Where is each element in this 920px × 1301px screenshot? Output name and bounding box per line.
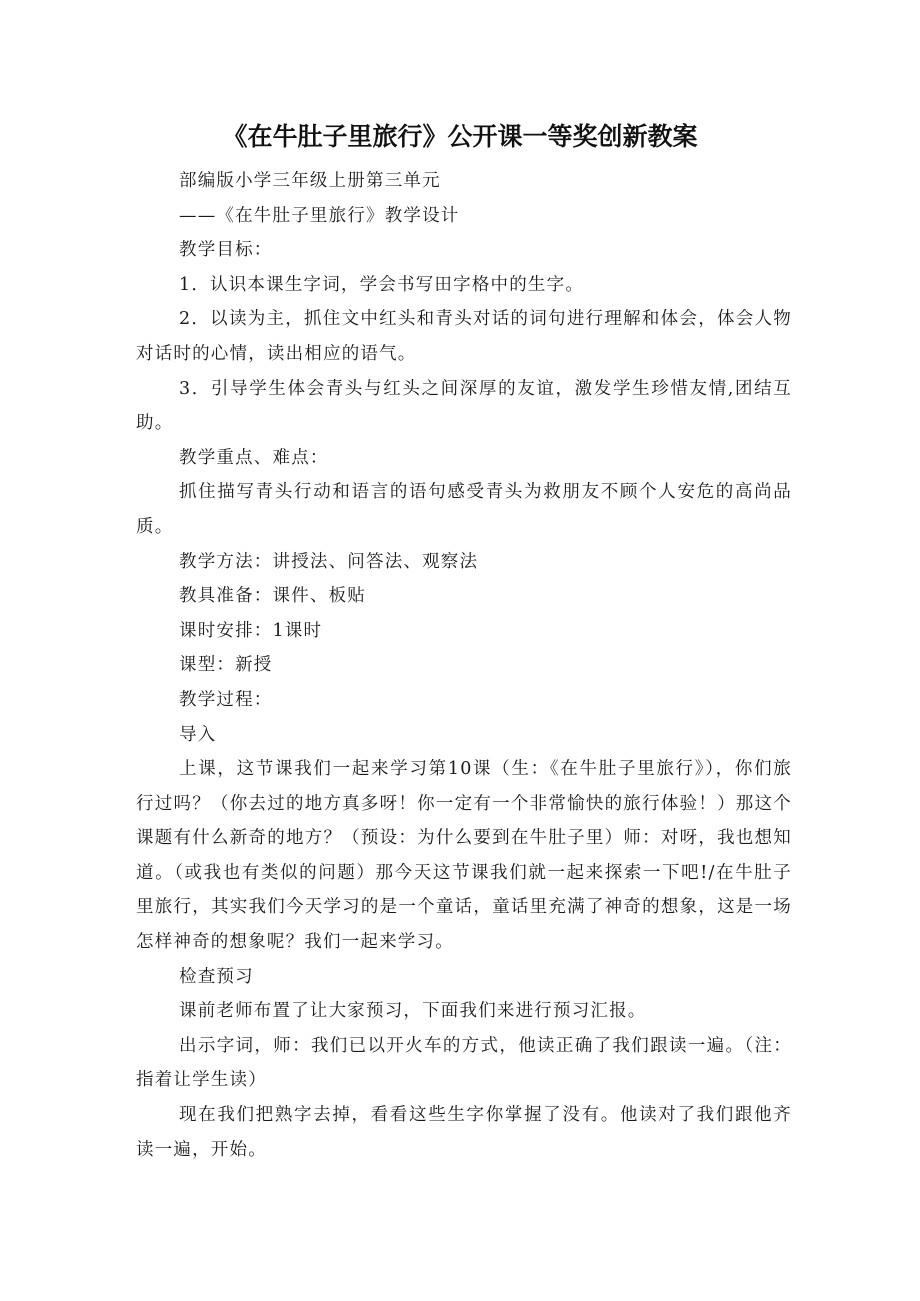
paragraph-preview-2: 出示字词，师：我们已以开火车的方式，他读正确了我们跟读一遍。（注：指着让学生读） <box>136 1035 792 1091</box>
paragraph-subtitle: ——《在牛肚子里旅行》教学设计 <box>179 205 460 226</box>
paragraph-preview-3: 现在我们把熟字去掉，看看这些生字你掌握了没有。他读对了我们跟他齐读一遍，开始。 <box>136 1105 792 1160</box>
paragraph-methods: 教学方法：讲授法、问答法、观察法 <box>179 551 479 572</box>
paragraph-intro: 上课，这节课我们一起来学习第10课（生：《在牛肚子里旅行》），你们旅行过吗？（你去过的地方真多呀！你一定有一个非常愉快的旅行体验！）那这个课题有什么新奇的地方？（预设：为什么要到在牛肚子里）师：对呀，我也想知道。（或我也有类似的问题）那今天这节课我们就一起来探索一下吧!/在牛肚子里旅行，其实我们今天学习的是一个童话，童话里充满了神奇的想象，这是一场怎样神奇的想象呢？我们一起来学习。 <box>136 759 792 953</box>
paragraph-intro-heading: 导入 <box>179 724 217 745</box>
paragraph-preview-heading: 检查预习 <box>179 966 254 987</box>
paragraph-process-heading: 教学过程： <box>179 689 273 710</box>
paragraph-preview-1: 课前老师布置了让大家预习，下面我们来进行预习汇报。 <box>179 1001 647 1022</box>
paragraph-unit: 部编版小学三年级上册第三单元 <box>179 171 441 191</box>
paragraph-goal-1: 1．认识本课生字词，学会书写田字格中的生字。 <box>179 274 585 295</box>
paragraph-schedule: 课时安排：1课时 <box>179 620 323 641</box>
paragraph-goals-heading: 教学目标： <box>179 240 273 261</box>
paragraph-key-points: 抓住描写青头行动和语言的语句感受青头为救朋友不顾个人安危的高尚品质。 <box>136 482 792 537</box>
document-body <box>136 164 792 1167</box>
paragraph-goal-2: 2．以读为主，抓住文中红头和青头对话的词句进行理解和体会，体会人物对话时的心情，读出相应的语气。 <box>136 309 792 364</box>
paragraph-key-points-heading: 教学重点、难点： <box>179 447 329 468</box>
paragraph-materials: 教具准备：课件、板贴 <box>179 586 366 607</box>
paragraph-goal-3: 3．引导学生体会青头与红头之间深厚的友谊，激发学生珍惜友情,团结互助。 <box>136 378 792 434</box>
paragraph-lesson-type: 课型：新授 <box>179 655 273 676</box>
document-title: 《在牛肚子里旅行》公开课一等奖创新教案 <box>222 122 698 151</box>
